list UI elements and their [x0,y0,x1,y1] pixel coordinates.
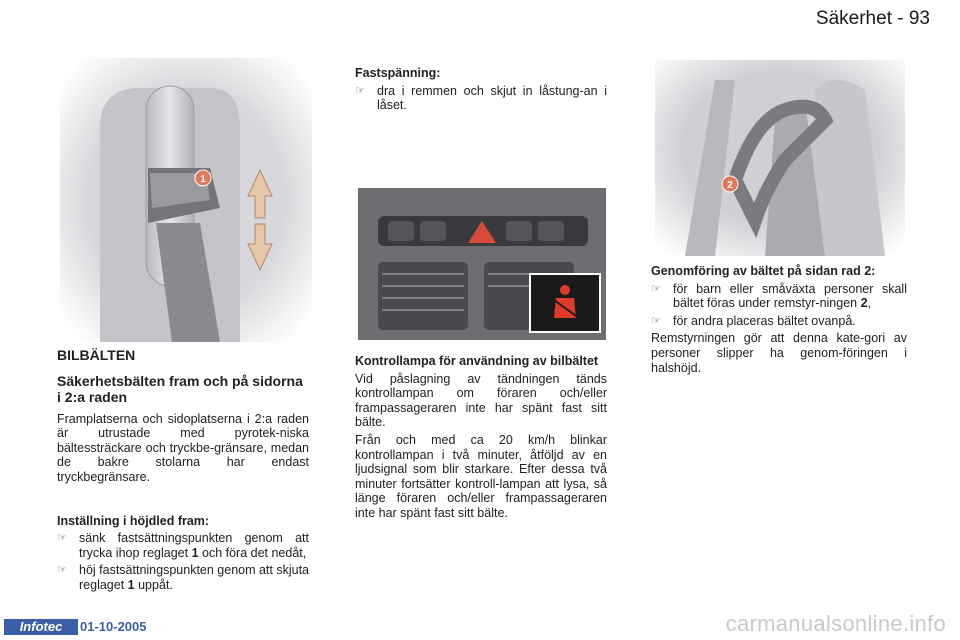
hand-pointer-icon: ☞ [651,282,661,295]
column-2-top [355,66,607,116]
hand-pointer-icon: ☞ [355,84,365,97]
footer-date: 01-10-2005 [80,619,147,634]
hand-pointer-icon: ☞ [57,564,67,577]
warning-lamp-heading: Kontrollampa för användning av bilbältet [355,354,599,368]
list-item: ☞ för andra placeras bältet ovanpå. [651,313,856,328]
infotec-logo: Infotec [4,619,78,635]
warning-lamp-paragraph: Från och med ca 20 km/h blinkar kontrollampan i två minuter, åtföljd av en ljudsignal som blir starkare. Efter dessa två minuter fortsätter kontroll-lampan att lysa, så länge föraren och/eller frampassageraren inte har spänt fast sitt bälte. [355,432,607,520]
column-3 [651,264,907,378]
list-item: ☞ för barn eller småväxta personer skall bältet föras under remstyr-ningen 2, [651,281,907,311]
seatbelt-warning-lamp-photo [358,188,606,340]
figure-label-2: 2 [727,180,733,191]
list-item: ☞ dra i remmen och skjut in låstung-an i låset. [355,83,607,113]
height-adjust-heading: Inställning i höjdled fram: [57,513,210,528]
fastening-heading: Fastspänning: [355,66,441,80]
belt-guide-photo [655,60,905,256]
intro-paragraph: Framplatserna och sidoplatserna i 2:a raden är utrustade med pyrotek-niska bältessträckare och tryckbe-gränsare, medan de bakre stolarna har endast tryckbegränsare. [57,411,309,484]
hand-pointer-icon: ☞ [57,532,67,545]
warning-lamp-paragraph: Vid påslagning av tändningen tänds kontrollampan om föraren och/eller frampassageraren inte har spänt fast sitt bälte. [355,371,607,430]
page-header: Säkerhet - 93 [815,8,930,29]
section-heading: BILBÄLTEN [57,347,136,363]
hand-pointer-icon: ☞ [651,314,661,327]
belt-height-adjuster-photo [60,58,312,342]
list-item: ☞ sänk fastsättningspunkten genom att trycka ihop reglaget 1 och föra det nedåt, [57,531,309,560]
column-1 [57,348,309,596]
column-2-bottom [355,354,607,524]
belt-guide-paragraph: Remstyrningen gör att denna kate-gori av personer slipper ha genom-föringen i halshöjd. [651,331,907,375]
figure-label-1: 1 [200,174,206,185]
subsection-heading: Säkerhetsbälten fram och på sidorna i 2:a raden [57,372,303,405]
watermark: carmanualsonline.info [725,611,946,636]
list-item: ☞ höj fastsättningspunkten genom att skjuta reglaget 1 uppåt. [57,563,310,592]
belt-guide-heading: Genomföring av bältet på sidan rad 2: [651,264,876,278]
